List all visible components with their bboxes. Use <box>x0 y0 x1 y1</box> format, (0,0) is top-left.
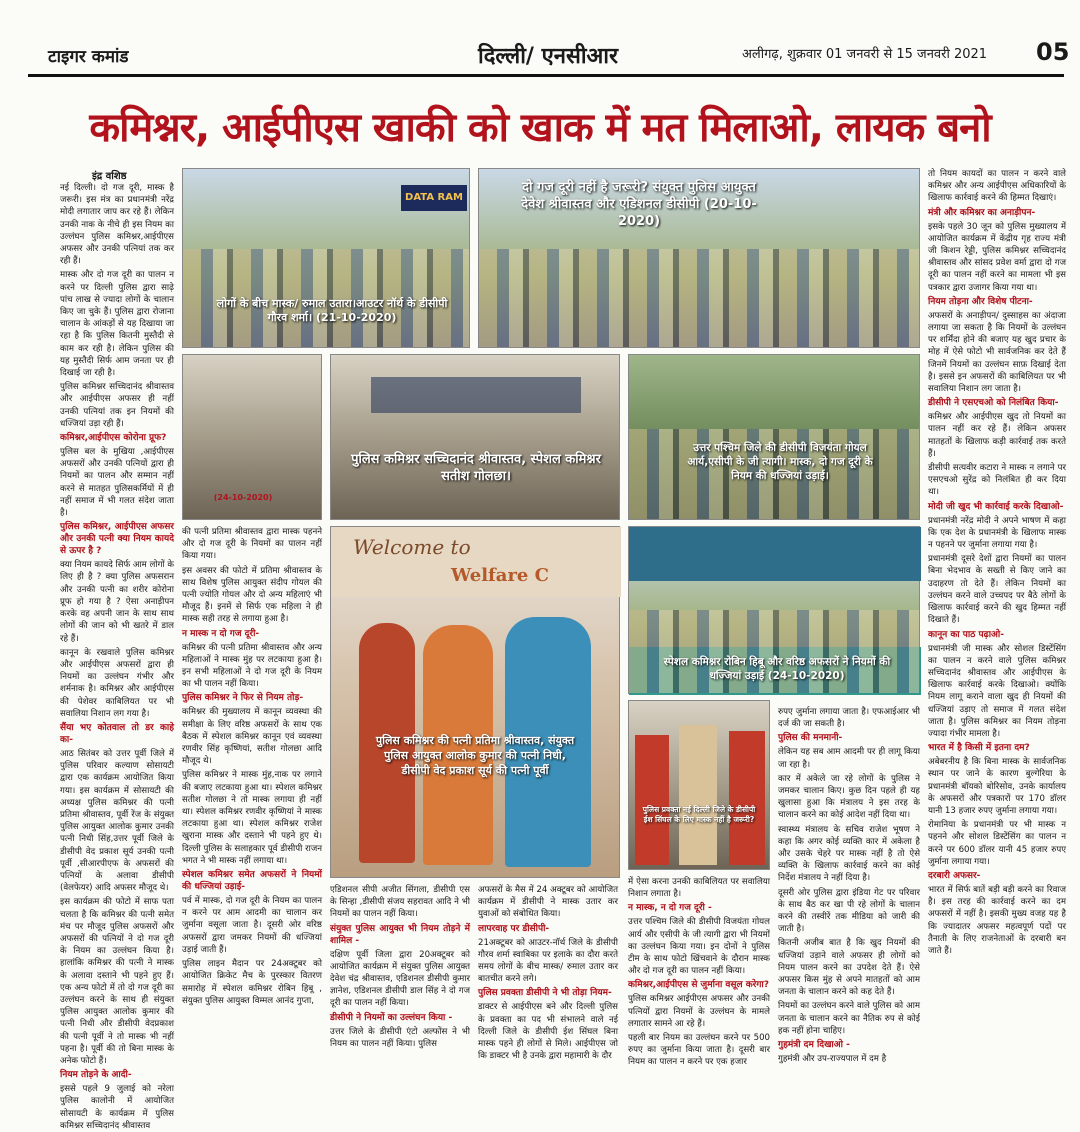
subheading: पुलिस की मनमानी- <box>778 733 843 744</box>
paragraph: गुहमंत्री और उप-राज्यपाल में दम है <box>778 1054 887 1065</box>
photo-caption: दो गज दूरी नहीं है जरूरी? संयुक्त पुलिस आयुक्त देवेश श्रीवास्तव और एडिशनल डीसीपी (20-10-2020) <box>521 180 757 229</box>
paragraph: इसके पहले 30 जून को पुलिस मुख्यालय में आयोजित कार्यक्रम में केंद्रीय गृह राज्य मंत्री जी किशन रेड्डी, पुलिस कमिश्नर सच्चिदानंद श्रीवास्तव और सांसद प्रवेश वर्मा द्वारा दो गज दूरी का पालन नहीं करने का मामला भी इस पत्रकार द्वारा उजागर किया गया था। <box>928 221 1066 293</box>
subheading: स्पेशल कमिश्नर समेत अफसरों ने नियमों की धज्जियां उड़ाई- <box>182 870 322 893</box>
photo-caption: पुलिस कमिश्नर की पत्नी प्रतिमा श्रीवास्तव, संयुक्त पुलिस आयुक्त आलोक कुमार की पत्नी निधी, डीसीपी वेद प्रकाश सूर्य की पत्नी पूर्वी <box>375 734 575 777</box>
paragraph: तो नियम कायदों का पालन न करने वाले कमिश्नर और अन्य आईपीएस अधिकारियों के खिलाफ कार्रवाई करने की हिम्मत दिखाएं। <box>928 169 1066 204</box>
paragraph: में ऐसा करना उनकी काबिलियत पर सवालिया निशान लगाता है। <box>628 877 770 900</box>
paragraph: आठ सितंबर को उत्तर पूर्वी जिले में पुलिस परिवार कल्याण सोसायटी द्वारा एक कार्यक्रम आयोजित किया गया। इस कार्यक्रम में सोसायटी की अध्यक्ष पुलिस कमिश्नर की पत्नी प्रतिमा श्रीवास्तव, पूर्वी रेंज के संयुक्त पुलिस आयुक्त आलोक कुमार उनकी पत्नी निधी सिंह,उत्तर पूर्वी जिले के डीसीपी वेद प्रकाश सूर्य उनकी पत्नी पूर्वी ,सीआरपीएफ के अफसरों की पत्नियों के अलावा डीसीपी (वेलफेयर) आदि अफसर मौजूद थे। <box>60 748 174 894</box>
subheading: डीसीपी ने एसएचओ को निलंबित किया- <box>928 398 1059 409</box>
paragraph: इस अवसर की फोटो में प्रतिमा श्रीवास्तव के साथ विशेष पुलिस आयुक्त संदीप गोयल की पत्नी ज्योति गोयल और दो अन्य महिलाएं भी मौजूद हैं। इनमें से सिर्फ एक महिला ने ही मास्क सही तरह से लगाया हुआ है। <box>182 565 322 625</box>
column-2 <box>182 526 322 1086</box>
subheading: लापरवाह पर डीसीपी- <box>478 923 550 934</box>
paragraph: नई दिल्ली। दो गज दूरी, मास्क है जरूरी। इस मंत्र का प्रधानमंत्री नरेंद्र मोदी लगातार जाप कर रहे हैं। लेकिन उनकी नाक के नीचे ही इस नियम का उल्लंघन पुलिस कमिश्नर,आईपीएस अफसर और उनकी पत्नियां तक कर रही हैं। <box>60 183 174 267</box>
paragraph: पुलिस कमिश्नर सच्चिदानंद श्रीवास्तव और आईपीएस अफसर ही नहीं उनकी पत्नियां तक इन नियमों की धज्जियां उड़ा रही हैं। <box>60 382 174 429</box>
subheading: मोदी जी खुद भी कार्रवाई करके दिखाओ- <box>928 501 1064 512</box>
subheading: डीसीपी ने नियमों का उल्लंघन किया - <box>330 1012 453 1023</box>
paragraph: मास्क और दो गज दूरी का पालन न करने पर दिल्ली पुलिस द्वारा साढ़े पांच लाख से ज्यादा लोगों के चालान किए जा चुके हैं। पुलिस द्वारा रोजाना चालान के आंकड़ों से यह दिखाया जा रहा है कि पुलिस कितनी मुस्तैदी से काम कर रही है। लेकिन पुलिस की यह मुस्तैदी सिर्फ आम जनता पर ही दिखाई जा रही है। <box>60 270 174 379</box>
photo-caption: उत्तर पश्चिम जिले की डीसीपी विजयंता गोयल आर्य,एसीपी के जी त्यागी। मास्क, दो गज दूरी के नियम की धज्जियां उड़ाई। <box>687 442 873 482</box>
paragraph: अफसरों के अनाड़ीपन/ दुस्साहस का अंदाजा लगाया जा सकता है कि नियमों के उल्लंघन पर शर्मिंदा होने की बजाए यह खुद प्रचार के मोह में ऐसे फोटो भी सार्वजनिक कर देते हैं जिनमें नियमों का उल्लंघन साफ़ दिखाई देता है। इससे इन अफसरों की काबिलियत पर भी सवालिया निशान लग जाता है। <box>928 310 1066 395</box>
paragraph: दूसरी ओर पुलिस द्वारा इंडिया गेट पर परिवार के साथ बैठ कर खा पी रहे लोगों के चालान करने की तस्वीरें तक मीडिया को जारी की जाती है। <box>778 887 920 935</box>
paragraph: पर्व में मास्क, दो गज दूरी के नियम का पालन न करने पर आम आदमी का चालान कर जुर्माना वसूला जाता है। दूसरी ओर वरिष्ठ अफसरों द्वारा जमकर नियमों की धज्जियां उड़ाई जाती हैं। <box>182 896 322 955</box>
subheading: नियम तोड़ना और विशेष पीटना- <box>928 296 1033 307</box>
paragraph: पुलिस लाइन मैदान पर 24अक्टूबर को आयोजित क्रिकेट मैच के पुरस्कार वितरण समारोह में स्पेशल कमिश्नर रोबिन हिबू , संयुक्त पुलिस आयुक्त विम्मल आनंद गुप्ता, <box>182 959 322 1006</box>
paragraph: प्रधानमंत्री जी मास्क और सोशल डिस्टेंसिंग का पालन न करने वाले पुलिस कमिश्नर सच्चिदानंद श्रीवास्तव और आईपीएस के खिलाफ कार्रवाई करके दिखाओ। क्योंकि नियम लागू कराने वाला खुद ही नियमों की धज्जियां उड़ाए तो समाज में गलत संदेश जाता है। पुलिस कमिश्नर का नियम तोड़ना ज्यादा गंभीर मामला है। <box>928 643 1066 739</box>
paragraph: उत्तर जिले के डीसीपी एंटो अल्फोंस ने भी नियम का पालन नहीं किया। पुलिस <box>330 1026 470 1049</box>
paragraph: कानून के रखवाले पुलिस कमिश्नर और आईपीएस अफसरों द्वारा ही नियमों का उल्लंघन गंभीर और शर्मनाक है। कमिश्नर और आईपीएस की पेशेवर काबिलियत पर भी सवालिया निशान लग गया है। <box>60 647 174 719</box>
paragraph: अबेबरनीय है कि बिना मास्क के सार्वजनिक स्थान पर जाने के कारण बुल्गेरिया के प्रधानमंत्री बॉयको बोरिसोव, उनके कार्यालय के अफसरों और पत्रकारों पर 170 डॉलर यानी 13 हजार रुपए जुर्माना लगाया गया। <box>928 757 1066 816</box>
paragraph: इस कार्यक्रम की फोटो में साफ पता चलता है कि कमिश्नर की पत्नी समेत मंच पर मौजूद पुलिस अफसरों और अफसरों की पत्नियों ने दो गज दूरी के नियम का उल्लंघन किया है। हालांकि कमिश्नर की पत्नी ने मास्क के अलावा दस्ताने भी पहने हुए हैं। एक अन्य फोटो में तो दो गज दूरी का उल्लंघन करने के साथ ही संयुक्त पुलिस आयुक्त आलोक कुमार की पत्नी निधी और डीसीपी वेदप्रकाश की पत्नी पूर्वी ने तो मास्क भी नहीं पहना है। पूर्वी की तो बिना मास्क के अनेक फोटो हैं। <box>60 897 174 1066</box>
paragraph: उत्तर पश्चिम जिले की डीसीपी विजयंता गोयल आर्य और एसीपी के जी त्यागी द्वारा भी नियमों का उल्लंघन किया गया। इन दोनों ने पुलिस टीम के साथ फोटो खिंचवाने के दौरान मास्क और दो गज दूरी का पालन नहीं किया। <box>628 917 770 977</box>
paragraph: इससे पहले 9 जुलाई को नरेला पुलिस कालोनी में आयोजित सोसायटी के कार्यक्रम में पुलिस कमिश्नर सच्चिदानंद श्रीवास्तव <box>60 1084 174 1131</box>
column-7 <box>928 168 1066 1086</box>
paragraph: क्या नियम कायदे सिर्फ आम लोगों के लिए ही है ? क्या पुलिस अफसरान और उनकी पत्नी का शरीर कोरोना प्रूफ हो गया है ? ऐसा अनाड़ीपन करके वह अपनी जान के साथ साथ लोगों की जान को भी खतरे में डाल रहे हैं। <box>60 560 174 644</box>
subheading: न मास्क न दो गज दूरी- <box>182 628 260 639</box>
subheading: कमिश्नर,आईपीएस कोरोना प्रूफ? <box>60 433 167 444</box>
banner-welcome: Welcome to <box>353 535 471 559</box>
masthead <box>0 0 1080 80</box>
masthead-rule <box>28 74 1064 77</box>
subheading: नियम तोड़ने के आदी- <box>60 1070 132 1081</box>
paragraph: लेकिन यह सब आम आदमी पर ही लागू किया जा रहा है। <box>778 747 920 770</box>
subheading: सैंया भए कोतवाल तो डर काहे का- <box>60 722 174 745</box>
subheading: न मास्क, न दो गज दूरी - <box>628 903 712 914</box>
dateline: अलीगढ़, शुक्रवार 01 जनवरी से 15 जनवरी 2021 <box>742 47 988 62</box>
subheading: मंत्री और कमिश्नर का अनाड़ीपन- <box>928 207 1036 218</box>
photo-caption: (24-10-2020) <box>213 493 273 502</box>
byline: इंद्र वशिष्ठ <box>92 171 127 182</box>
paragraph: रोमानिया के प्रधानमंत्री पर भी मास्क न पहनने और सोशल डिस्टेंसिंग का पालन न करने पर 600 डॉलर यानी 45 हजार रुपए जुर्माना लगाया गया। <box>928 820 1066 867</box>
page-number: 05 <box>1036 38 1070 66</box>
subheading: कमिश्नर,आईपीएस से जुर्माना वसूल करेगा? <box>628 980 769 991</box>
column-4 <box>478 884 618 1084</box>
paragraph: पुलिस कमिश्नर आईपीएस अफसर और उनकी पत्नियों द्वारा नियमों के उल्लंघन के मामले लगातार सामने आ रहे हैं। <box>628 994 770 1029</box>
banner-text: Welfare C <box>451 565 549 586</box>
photo-commissioner-meeting <box>330 354 620 520</box>
paragraph: पुलिस बल के मुखिया ,आईपीएस अफसरों और उनकी पत्नियों द्वारा ही नियमों का पालन और सम्मान नहीं करने से मातहत पुलिसकर्मियों में ही नहीं समाज में भी गलत संदेश जाता है। <box>60 447 174 519</box>
paragraph: कमिश्नर की मुख्यालय में कानून व्यवस्था की समीक्षा के लिए वरिष्ठ अफसरों के साथ एक बैठक में स्पेशल कमिश्नर कानून एवं व्यवस्था रणवीर सिंह कृष्णियां, सतीश गोलछा आदि मौजूद थे। <box>182 707 322 767</box>
photo-joint-cp-devesh <box>478 168 920 348</box>
paragraph: प्रधानमंत्री दूसरे देशों द्वारा नियमों का पालन बिना भेदभाव के सख्ती से किए जाने का उदाहरण तो देते हैं। लेकिन नियमों का उल्लंघन करने वाले उच्चपद पर बैठे लोगों के खिलाफ कार्रवाई करने की खुद हिम्मत नहीं दिखाते हैं। <box>928 554 1066 626</box>
subheading: पुलिस प्रवक्ता डीसीपी ने भी तोड़ा नियम- <box>478 988 612 999</box>
subheading: भारत में है किसी में इतना दम? <box>928 743 1030 754</box>
photo-officer-left <box>182 354 322 520</box>
paragraph: की पत्नी प्रतिमा श्रीवास्तव द्वारा मास्क पहनने और दो गज दूरी के नियमों का पालन नहीं किया गया। <box>182 527 322 562</box>
subheading: पुलिस कमिश्नर, आईपीएस अफसर और उनकी पत्नी क्या नियम कायदे से ऊपर है ? <box>60 522 174 557</box>
photo-isha-singhal <box>628 700 770 870</box>
column-5 <box>628 876 770 1086</box>
photo-caption: पुलिस कमिश्नर सच्चिदानंद श्रीवास्तव, स्पेशल कमिश्नर सतीश गोलछा। <box>351 452 601 484</box>
photo-welfare-event <box>330 526 620 878</box>
paragraph: पुलिस कमिश्नर ने मास्क मुंह,नाक पर लगाने की बजाए लटकाया हुआ था। स्पेशल कमिश्नर सतीश गोलछा ने तो मास्क लगाया ही नहीं था। स्पेशल कमिश्नर रणवीर कृष्णियां ने मास्क लटकाया हुआ था। स्पेशल कमिश्नर राजेश खुराना मास्क और दस्ताने भी पहने हुए थे। दिल्ली पुलिस के सलाहकार पूर्व डीसीपी राजन भगत ने भी मास्क नहीं लगाया था। <box>182 770 322 866</box>
paragraph: कमिश्नर और आईपीएस खुद तो नियमों का पालन नहीं कर रहे हैं। लेकिन अफसर मातहतों के खिलाफ कड़ी कार्रवाई तक करते हैं। <box>928 412 1066 459</box>
paragraph: स्वास्थ्य मंत्रालय के सचिव राजेश भूषण ने कहा कि अगर कोई व्यक्ति कार में अकेला है और उसके चेहरे पर मास्क नहीं है तो ऐसे व्यक्ति के खिलाफ कार्रवाई करने का कोई निर्देश मंत्रालय ने नहीं दिया है। <box>778 824 920 884</box>
headline: कमिश्नर, आईपीएस खाकी को खाक में मत मिलाओ, लायक बनो <box>89 105 991 151</box>
photo-caption: पुलिस प्रवक्ता नई दिल्ली जिले के डीसीपी ईश सिंघल के लिए मास्क नहीं है जरूरी? <box>642 805 756 824</box>
paragraph: एडिशनल सीपी अजीत सिंगला, डीसीपी एस के सिन्हा ,डीसीपी संजय सहरावत आदि ने भी नियमों का पालन नहीं किया। <box>330 885 470 920</box>
newspaper-name: टाइगर कमांड <box>48 47 129 67</box>
section-title: दिल्ली/ एनसीआर <box>478 44 619 69</box>
subheading: गुहमंत्री दम दिखाओ - <box>778 1040 850 1051</box>
paragraph: नियमों का उल्लंघन करने वाले पुलिस को आम जनता के चालान करने का नैतिक रुप से कोई हक नहीं होना चाहिए। <box>778 1001 920 1036</box>
paragraph: डाक्टर से आईपीएस बने और दिल्ली पुलिस के प्रवक्ता का पद भी संभालने वाले नई दिल्ली जिले के डीसीपी ईश सिंघल बिना मास्क पहने ही लोगों से मिले। आईपीएस जो कि डाक्टर भी है उनके द्वारा महामारी के दौर <box>478 1002 618 1062</box>
photo-caption: स्पेशल कमिश्नर रोबिन हिबू और वरिष्ठ अफसरों ने नियमों की धज्जियां उड़ाई (24-10-2020) <box>663 656 891 682</box>
paragraph: प्रधानमंत्री नरेंद्र मोदी ने अपने भाषण में कहा कि एक देश के प्रधानमंत्री के खिलाफ मास्क न पहनने पर जुर्माना लगाया गया है। <box>928 515 1066 551</box>
paragraph: अफसरों के मैस में 24 अक्टूबर को आयोजित कार्यक्रम में डीसीपी ने मास्क उतार कर युवाओं को संबोधित किया। <box>478 885 618 920</box>
paragraph: रुपए जुर्माना लगाया जाता है। एफआईआर भी दर्ज की जा सकती है। <box>778 707 920 730</box>
paragraph: कितनी अजीब बात है कि खुद नियमों की धज्जियां उड़ाने वाले अफसर ही लोगों को नियम पालन करने का उपदेश देते हैं। ऐसे अफसर किस मुंह से अपने मातहतों को आम जनता के चालान करने को कह देते हैं। <box>778 938 920 998</box>
subheading: पुलिस कमिश्नर ने फिर से नियम तोड़- <box>182 693 304 704</box>
column-3 <box>330 884 470 1084</box>
paragraph: कार में अकेले जा रहे लोगों के पुलिस ने जमकर चालान किए। कुछ दिन पहले ही यह खुलासा हुआ कि मंत्रालय ने इस तरह के चालान करने का कोई आदेश नहीं दिया था। <box>778 773 920 821</box>
paragraph: दक्षिण पूर्वी जिला द्वारा 20अक्टूबर को आयोजित कार्यक्रम में संयुक्त पुलिस आयुक्त देवेश चंद्र श्रीवास्तव, एडिशनल डीसीपी कुमार ज्ञानेश, एडिशनल डीसीपी डाल सिंह ने दो गज दूरी का पालन नहीं किया। <box>330 949 470 1009</box>
photo-caption: लोगों के बीच मास्क/ रुमाल उतारा।आउटर नॉर्थ के डीसीपी गौरव शर्मा। (21-10-2020) <box>216 297 448 324</box>
photo-outer-north-dcp <box>182 168 470 348</box>
photo-north-west-dcp <box>628 354 920 520</box>
subheading: कानून का पाठ पढ़ाओ- <box>928 629 1005 640</box>
column-1 <box>60 182 174 1131</box>
paragraph: भारत में सिर्फ बातें बड़ी बड़ी करने का रिवाज है। इस तरह की कार्रवाई करने का दम अफसरों में नहीं है। इसकी मुख्य वजह यह है कि ज्यादातर अफसर महत्वपूर्ण पदों पर तैनाती के लिए राजनेताओं के दरबारी बन जाते हैं। <box>928 884 1066 956</box>
paragraph: 21अक्टूबर को आउटर-नॉर्थ जिले के डीसीपी गौरव शर्मा स्वाबिका पर इलाके का दौरा करते समय लोगों के बीच मास्क/ रुमाल उतार कर बातचीत करने लगे। <box>478 937 618 985</box>
subheading: दरबारी अफसर- <box>928 870 981 881</box>
paragraph: डीसीपी सत्यवीर कटारा ने मास्क न लगाने पर एसएचओ सुरेंद्र को निलंबित ही कर दिया था। <box>928 463 1066 498</box>
paragraph: पहली बार नियम का उल्लंघन करने पर 500 रुपए का जुर्माना किया जाता है। दूसरी बार नियम का पालन न करने पर एक हजार <box>628 1033 770 1068</box>
subheading: संयुक्त पुलिस आयुक्त भी नियम तोड़ने में शामिल - <box>330 923 470 946</box>
column-6 <box>778 706 920 1086</box>
paragraph: कमिश्नर की पत्नी प्रतिमा श्रीवास्तव और अन्य महिलाओं ने मास्क मुंह पर लटकाया हुआ है। इन सभी महिलाओं ने दो गज दूरी के नियम का भी पालन नहीं किया। <box>182 642 322 690</box>
shop-sign: DATA RAM <box>401 185 467 211</box>
photo-cricket-award <box>628 526 920 694</box>
